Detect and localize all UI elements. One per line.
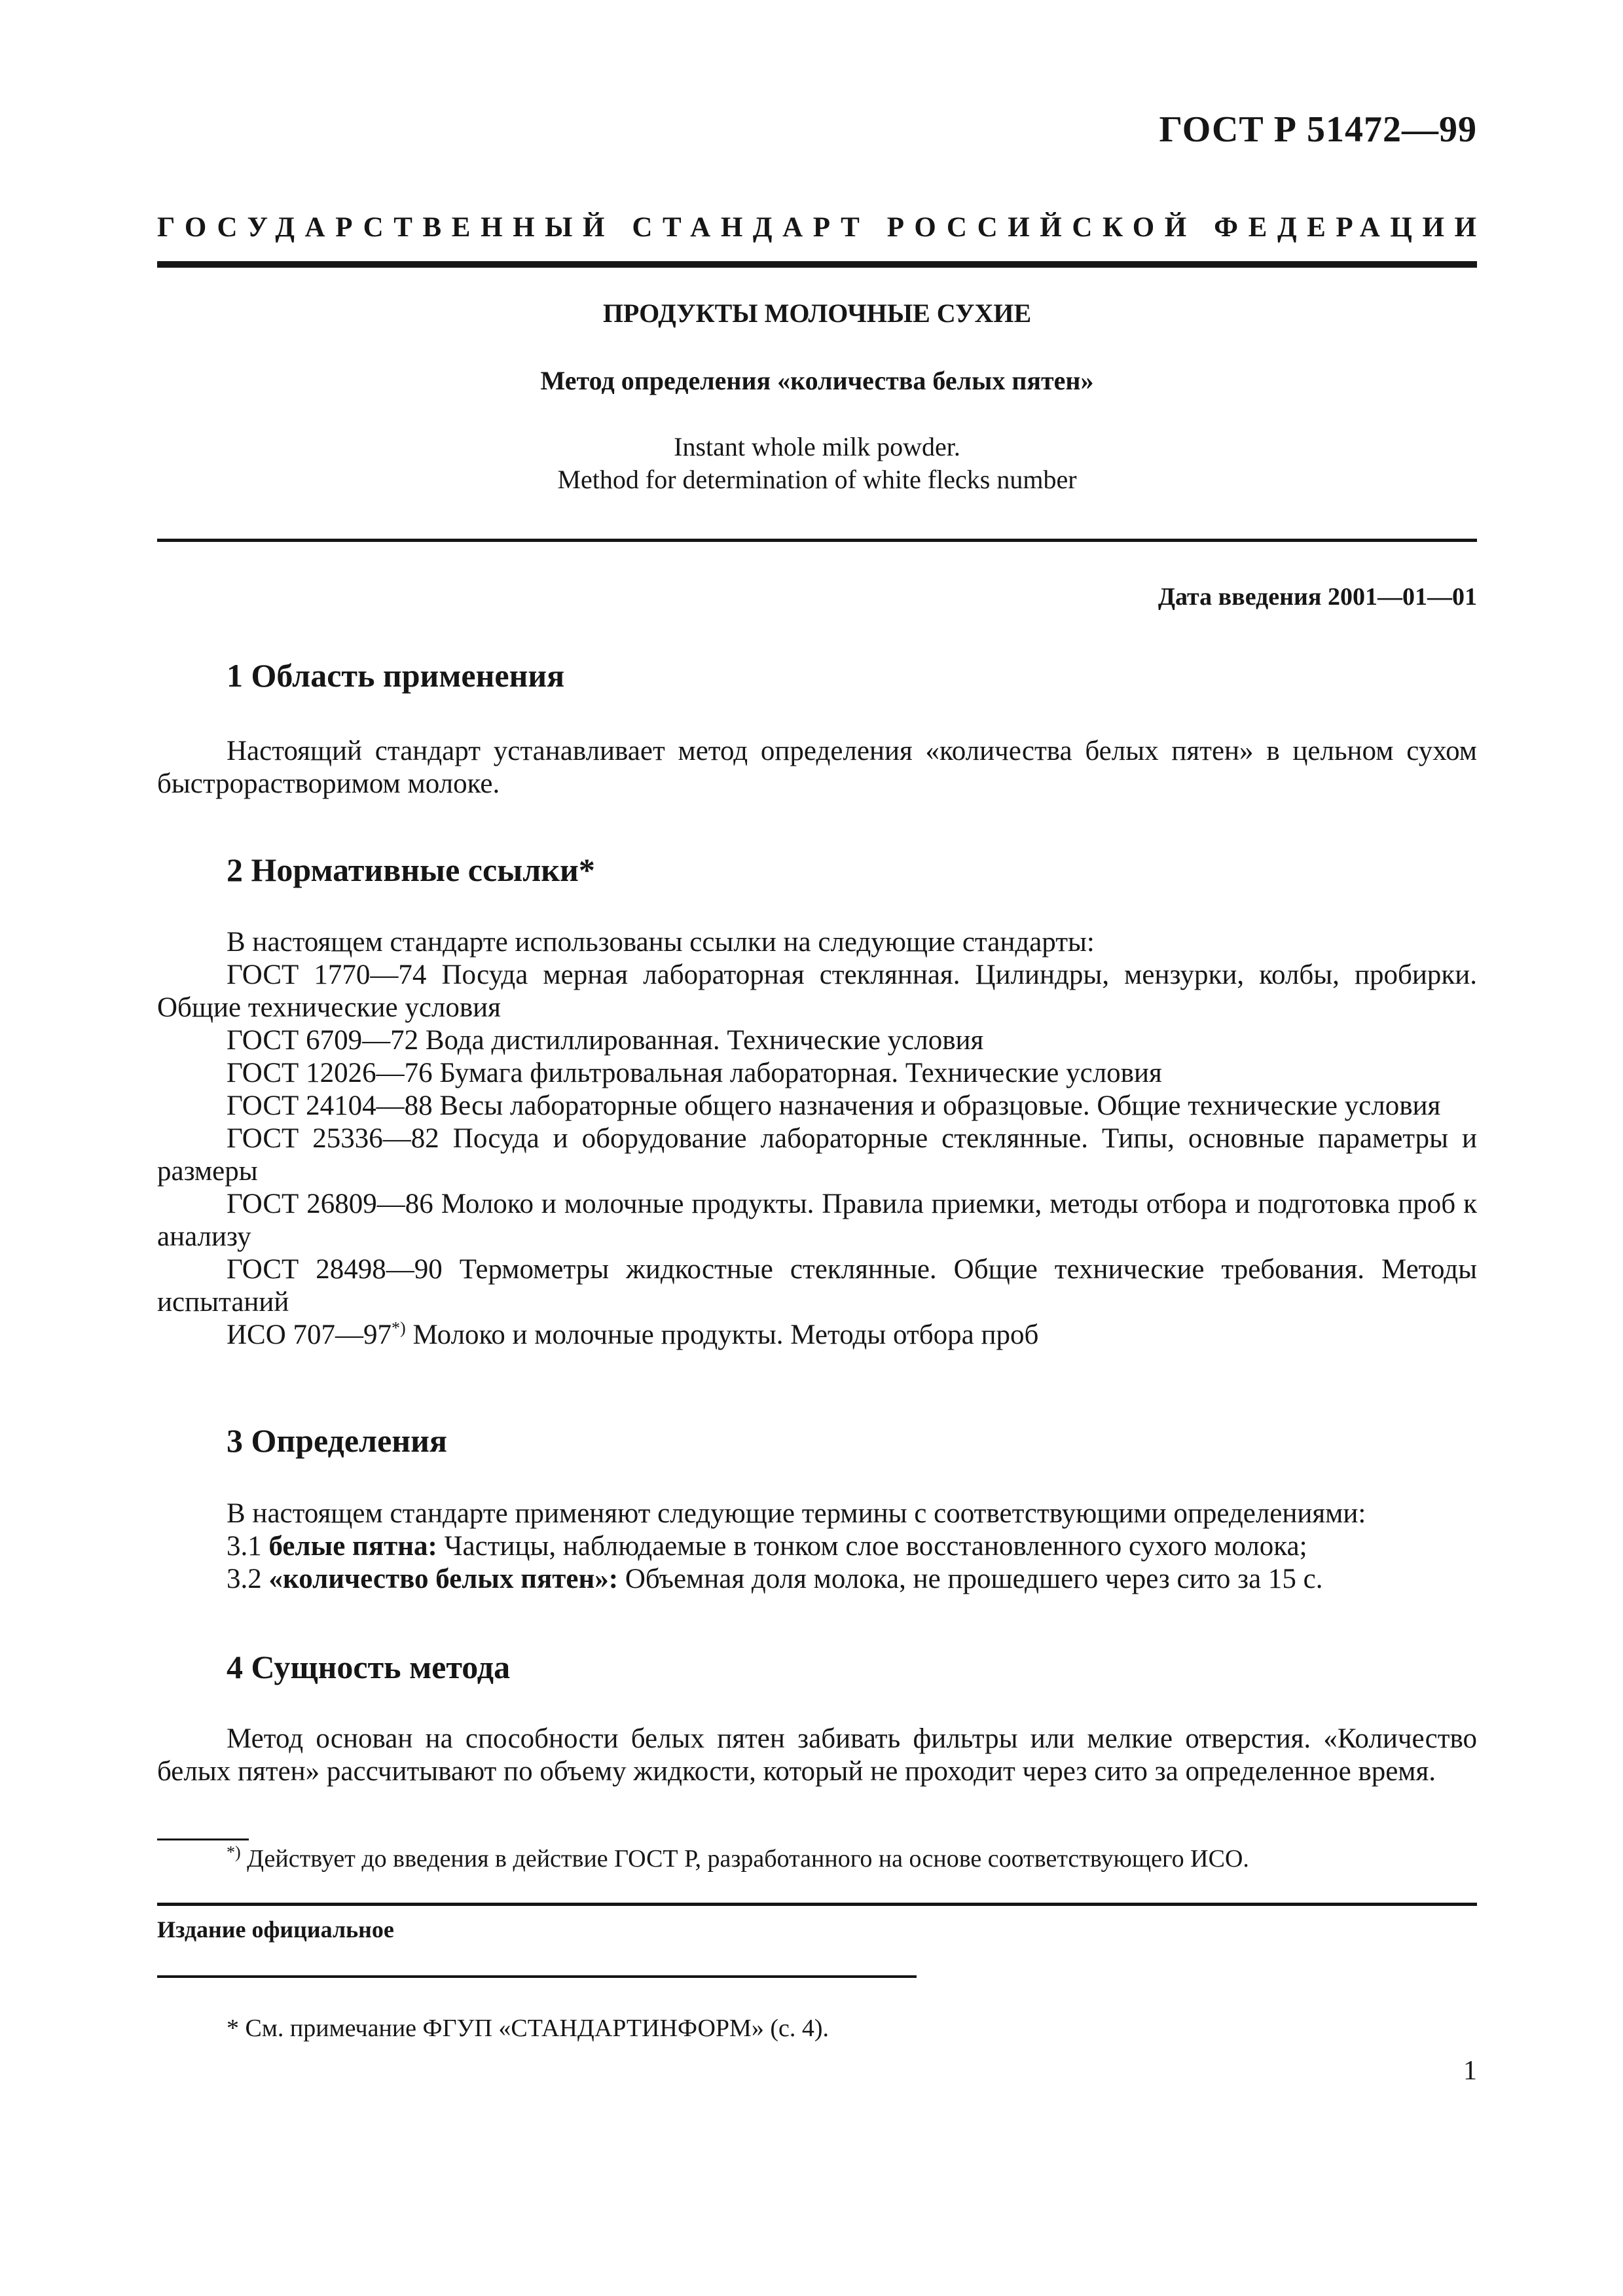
- section-1-text: [157, 735, 1477, 800]
- definition-text: Частицы, наблюдаемые в тонком слое восстановленного сухого молока;: [437, 1531, 1307, 1562]
- page-number: 1: [1463, 2056, 1477, 2086]
- reference-item: ГОСТ 12026—76 Бумага фильтровальная лабораторная. Технические условия: [227, 1058, 1162, 1088]
- reference-item: ГОСТ 25336—82 Посуда и оборудование лабораторные стеклянные. Типы, основные параметры и размеры: [157, 1123, 1477, 1187]
- section-4-paragraph: Метод основан на способности белых пятен забивать фильтры или мелкие отверстия. «Количество белых пятен» рассчитывают по объему жидкости, который не проходит через сито за определенное время.: [157, 1723, 1477, 1787]
- definition-number: 3.2: [227, 1564, 269, 1594]
- definition-term: белые пятна:: [268, 1531, 437, 1562]
- iso-footnote-mark: *): [392, 1318, 406, 1338]
- document-subtitle: Метод определения «количества белых пятен»: [540, 366, 1094, 395]
- english-title-line1: Instant whole milk powder.: [674, 432, 960, 461]
- definition-term: «количество белых пятен»:: [268, 1564, 619, 1594]
- section-3-heading: 3 Определения: [227, 1422, 447, 1459]
- note-rule: [157, 1975, 917, 1978]
- footnote-mark: *): [227, 1842, 241, 1862]
- iso-title: Молоко и молочные продукты. Методы отбора проб: [405, 1319, 1039, 1350]
- iso-code: ИСО 707—97: [227, 1319, 392, 1350]
- reference-item: ГОСТ 26809—86 Молоко и молочные продукты. Правила приемки, методы отбора и подготовка проб к анализу: [157, 1189, 1477, 1252]
- definition-number: 3.1: [227, 1531, 269, 1562]
- gost-code: ГОСТ Р 51472—99: [1159, 109, 1477, 150]
- official-edition-label: Издание официальное: [157, 1916, 394, 1943]
- english-title: [157, 431, 1477, 496]
- section-3-text: [157, 1498, 1477, 1596]
- section-2-text: [157, 926, 1477, 1352]
- definition-3-1: [157, 1530, 1477, 1563]
- state-standard-title: ГОСУДАРСТВЕННЫЙ СТАНДАРТ РОССИЙСКОЙ ФЕДЕРАЦИИ: [157, 212, 1487, 243]
- reference-item-iso: [157, 1319, 1477, 1352]
- section-2-heading: 2 Нормативные ссылки*: [227, 852, 595, 888]
- introduction-date: Дата введения 2001—01—01: [1158, 583, 1477, 611]
- section-2-intro: В настоящем стандарте использованы ссылки на следующие стандарты:: [227, 927, 1095, 958]
- footnote-text: Действует до введения в действие ГОСТ Р, разработанного на основе соответствующего ИСО.: [240, 1845, 1249, 1873]
- reference-item: ГОСТ 1770—74 Посуда мерная лабораторная стеклянная. Цилиндры, мензурки, колбы, пробирки. Общие технические условия: [157, 960, 1477, 1023]
- section-1-heading: 1 Область применения: [227, 657, 565, 694]
- definition-3-2: [157, 1563, 1477, 1596]
- english-title-line2: Method for determination of white flecks number: [557, 465, 1077, 494]
- section-4-heading: 4 Сущность метода: [227, 1649, 511, 1685]
- official-edition-rule: [157, 1903, 1477, 1906]
- document-title: ПРОДУКТЫ МОЛОЧНЫЕ СУХИЕ: [602, 298, 1032, 328]
- footnote: [227, 1842, 1249, 1875]
- title-rule: [157, 539, 1477, 542]
- reference-item: ГОСТ 28498—90 Термометры жидкостные стеклянные. Общие технические требования. Методы испытаний: [157, 1254, 1477, 1318]
- section-1-paragraph: Настоящий стандарт устанавливает метод определения «количества белых пятен» в цельном сухом быстрорастворимом молоке.: [157, 736, 1477, 799]
- section-3-intro: В настоящем стандарте применяют следующие термины с соответствующими определениями:: [227, 1498, 1366, 1529]
- standartinform-note: * См. примечание ФГУП «СТАНДАРТИНФОРМ» (с. 4).: [227, 2015, 830, 2042]
- footnote-rule: [157, 1839, 249, 1840]
- section-4-text: [157, 1723, 1477, 1788]
- reference-item: ГОСТ 24104—88 Весы лабораторные общего назначения и образцовые. Общие технические условия: [227, 1090, 1441, 1121]
- definition-text: Объемная доля молока, не прошедшего через сито за 15 с.: [618, 1564, 1323, 1594]
- header-rule: [157, 261, 1477, 268]
- reference-item: ГОСТ 6709—72 Вода дистиллированная. Технические условия: [227, 1025, 984, 1056]
